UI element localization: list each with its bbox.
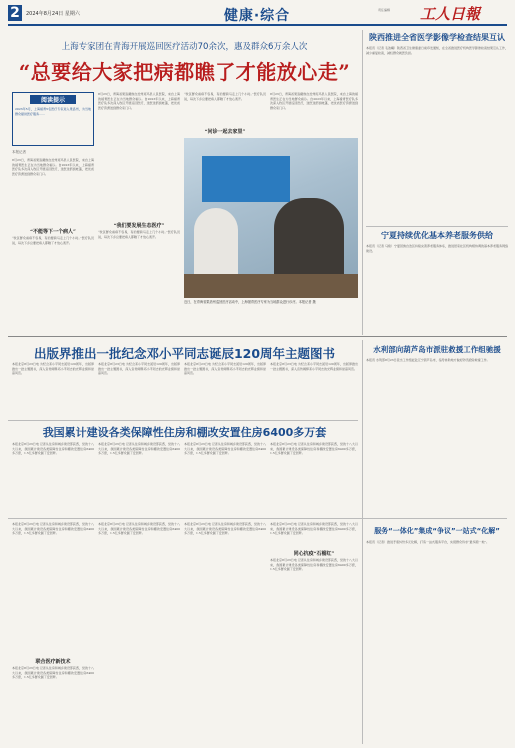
shaanxi-headline: 陕西推进全省医学影像学检查结果互认 bbox=[369, 33, 505, 42]
bottom-col1b: 本报北京8月23日电 记者从住房和城乡建设部获悉，党的十八大以来，我国累计建设各类保障性住房和棚改安置住房6400多万套，1.5亿多群众圆了安居梦。 bbox=[12, 666, 94, 680]
page-number-badge: 2 bbox=[8, 5, 22, 21]
housing-body-col3: 本报北京8月23日电 记者从住房和城乡建设部获悉，党的十八大以来，我国累计建设各类保障性住房和棚改安置住房6400多万套，1.5亿多群众圆了安居梦。 bbox=[184, 442, 266, 456]
book-headline: 出版界推出一批纪念邓小平同志诞辰120周年主题图书 bbox=[33, 346, 336, 361]
book-body-col1: 本报北京8月23日电 为纪念邓小平同志诞辰120周年，出版界推出一批主题图书，深入宣传阐释邓小平同志的光辉业绩和崇高风范。 bbox=[12, 362, 94, 376]
bottom-col2: 本报北京8月23日电 记者从住房和城乡建设部获悉，党的十八大以来，我国累计建设各类保障性住房和棚改安置住房6400多万套，1.5亿多群众圆了安居梦。 bbox=[98, 522, 180, 536]
editor-line: 责任编辑 bbox=[378, 8, 391, 12]
photo-sign bbox=[202, 156, 290, 202]
abstract-label: 阅读提示 bbox=[30, 95, 76, 104]
bottom-subhead-1: 联合医疗新技术 bbox=[35, 659, 71, 665]
lead-body-col3: “牧区群众看病不容易，有的要骑马走上几个小时。”医疗队员说，每次下乡总要把病人都瞧了才放心离开。 bbox=[184, 92, 266, 101]
lead-kicker: 上海专家团在青海开展巡回医疗活动70余次，惠及群众6万余人次 bbox=[61, 42, 308, 52]
housing-headline: 我国累计建设各类保障性住房和棚改安置住房6400多万套 bbox=[42, 426, 327, 439]
bottom-col4: 本报北京8月23日电 记者从住房和城乡建设部获悉，党的十八大以来，我国累计建设各类保障性住房和棚改安置住房6400多万套，1.5亿多群众圆了安居梦。 bbox=[270, 522, 358, 536]
bottom-col4b: 本报北京8月23日电 记者从住房和城乡建设部获悉，党的十八大以来，我国累计建设各类保障性住房和棚改安置住房6400多万套，1.5亿多群众圆了安居梦。 bbox=[270, 558, 358, 572]
column-divider-mid bbox=[362, 340, 363, 520]
housing-rule bbox=[8, 420, 358, 421]
shaanxi-body: 本报讯（记者 毛浓曦）陕西省卫生健康委日前印发通知，在全省推进医疗机构医学影像检查结果互认工作，减少重复检查，减轻群众就医负担。 bbox=[366, 46, 508, 55]
lead-body-col1: 8月23日，青海省果洛藏族自治州班玛县人民医院，来自上海的援青医生正在为当地群众看诊。自2023年以来，上海援青医疗队多次深入牧区开展巡回医疗，送医送药到帐篷，把优质医疗资源送到群众家门口。 bbox=[12, 158, 94, 176]
ningxia-headline: 宁夏持续优化基本养老服务供给 bbox=[381, 231, 493, 240]
bottom-band-rule bbox=[8, 518, 507, 519]
book-body-col4: 本报北京8月23日电 为纪念邓小平同志诞辰120周年，出版界推出一批主题图书，深入宣传阐释邓小平同志的光辉业绩和崇高风范。 bbox=[270, 362, 358, 371]
lead-subhead-2: “我们要发展生态医疗” bbox=[113, 223, 165, 229]
photo-desk bbox=[184, 274, 358, 298]
abstract-box bbox=[12, 92, 94, 146]
housing-body-col4: 本报北京8月23日电 记者从住房和城乡建设部获悉，党的十八大以来，我国累计建设各类保障性住房和棚改安置住房6400多万套，1.5亿多群众圆了安居梦。 bbox=[270, 442, 358, 456]
lead-photo bbox=[184, 138, 358, 298]
book-body-col3: 本报北京8月23日电 为纪念邓小平同志诞辰120周年，出版界推出一批主题图书，深入宣传阐释邓小平同志的光辉业绩和崇高风范。 bbox=[184, 362, 266, 376]
right-divider-1 bbox=[366, 226, 508, 227]
column-divider-bottom bbox=[362, 520, 363, 744]
water-headline: 水利部向葫芦岛市派驻救援工作组驰援 bbox=[373, 345, 501, 354]
bottom-col1: 本报北京8月23日电 记者从住房和城乡建设部获悉，党的十八大以来，我国累计建设各类保障性住房和棚改安置住房6400多万套，1.5亿多群众圆了安居梦。 bbox=[12, 522, 94, 536]
photo-caption: 近日，在青海省果洛州巡回医疗活动中，上海援青医疗专家为当地群众进行诊疗。本报记者 摄 bbox=[184, 300, 316, 304]
service-headline: 服务“一体化”集成“争议”一站式“化解” bbox=[374, 527, 500, 535]
column-divider-right bbox=[362, 30, 363, 335]
housing-body-col2: 本报北京8月23日电 记者从住房和城乡建设部获悉，党的十八大以来，我国累计建设各类保障性住房和棚改安置住房6400多万套，1.5亿多群众圆了安居梦。 bbox=[98, 442, 180, 456]
bottom-col3: 本报北京8月23日电 记者从住房和城乡建设部获悉，党的十八大以来，我国累计建设各类保障性住房和棚改安置住房6400多万套，1.5亿多群众圆了安居梦。 bbox=[184, 522, 266, 536]
masthead-rule bbox=[8, 24, 507, 26]
lead-body-col1b: “牧区群众看病不容易，有的要骑马走上几个小时。”医疗队员说，每次下乡总要把病人都瞧了才放心离开。 bbox=[12, 236, 94, 245]
housing-body-col1: 本报北京8月23日电 记者从住房和城乡建设部获悉，党的十八大以来，我国累计建设各类保障性住房和棚改安置住房6400多万套，1.5亿多群众圆了安居梦。 bbox=[12, 442, 94, 456]
lead-body-col2: 8月23日，青海省果洛藏族自治州班玛县人民医院，来自上海的援青医生正在为当地群众看诊。自2023年以来，上海援青医疗队多次深入牧区开展巡回医疗，送医送药到帐篷，把优质医疗资源送到群众家门口。 bbox=[98, 92, 180, 110]
lead-subhead-1: “不能等下一个病人” bbox=[30, 229, 76, 235]
book-body-col2: 本报北京8月23日电 为纪念邓小平同志诞辰120周年，出版界推出一批主题图书，深入宣传阐释邓小平同志的光辉业绩和崇高风范。 bbox=[98, 362, 180, 376]
paper-logo: 工人日報 bbox=[420, 5, 481, 23]
lead-headline: “总要给大家把病都瞧了才能放心走” bbox=[18, 60, 351, 84]
abstract-text: 2023年5月，上海援青5名医疗专家进入果洛州，为当地群众提供医疗服务…… bbox=[15, 107, 91, 116]
lead-body-col2b: “牧区群众看病不容易，有的要骑马走上几个小时。”医疗队员说，每次下乡总要把病人都瞧了才放心离开。 bbox=[98, 230, 180, 239]
middle-band-rule bbox=[8, 336, 507, 337]
service-body: 本报讯（记者）推进矛盾纠纷多元化解，打造一站式服务平台，实现群众诉求“最多跑一地”。 bbox=[366, 540, 490, 544]
lead-body-col4: 8月23日，青海省果洛藏族自治州班玛县人民医院，来自上海的援青医生正在为当地群众看诊。自2023年以来，上海援青医疗队多次深入牧区开展巡回医疗，送医送药到帐篷，把优质医疗资源送到群众家门口。 bbox=[270, 92, 358, 110]
section-title: 健康·综合 bbox=[223, 8, 291, 24]
date-line: 2024年8月24日 星期六 bbox=[26, 11, 80, 17]
water-body: 本报讯 水利部8月23日派出工作组赶赴辽宁葫芦岛市，指导协助地方做好防汛抢险救援工作。 bbox=[366, 358, 490, 362]
bottom-subhead-2: 同心抗疫“石榴红” bbox=[293, 551, 335, 557]
lead-byline: 本报记者 bbox=[12, 150, 26, 154]
ningxia-body: 本报讯（记者 马艳）宁夏回族自治区持续完善养老服务体系，推进居家社区机构相协调的基本养老服务网络建设。 bbox=[366, 244, 508, 253]
lead-subhead-3: “问诊一起去家里” bbox=[204, 129, 246, 135]
